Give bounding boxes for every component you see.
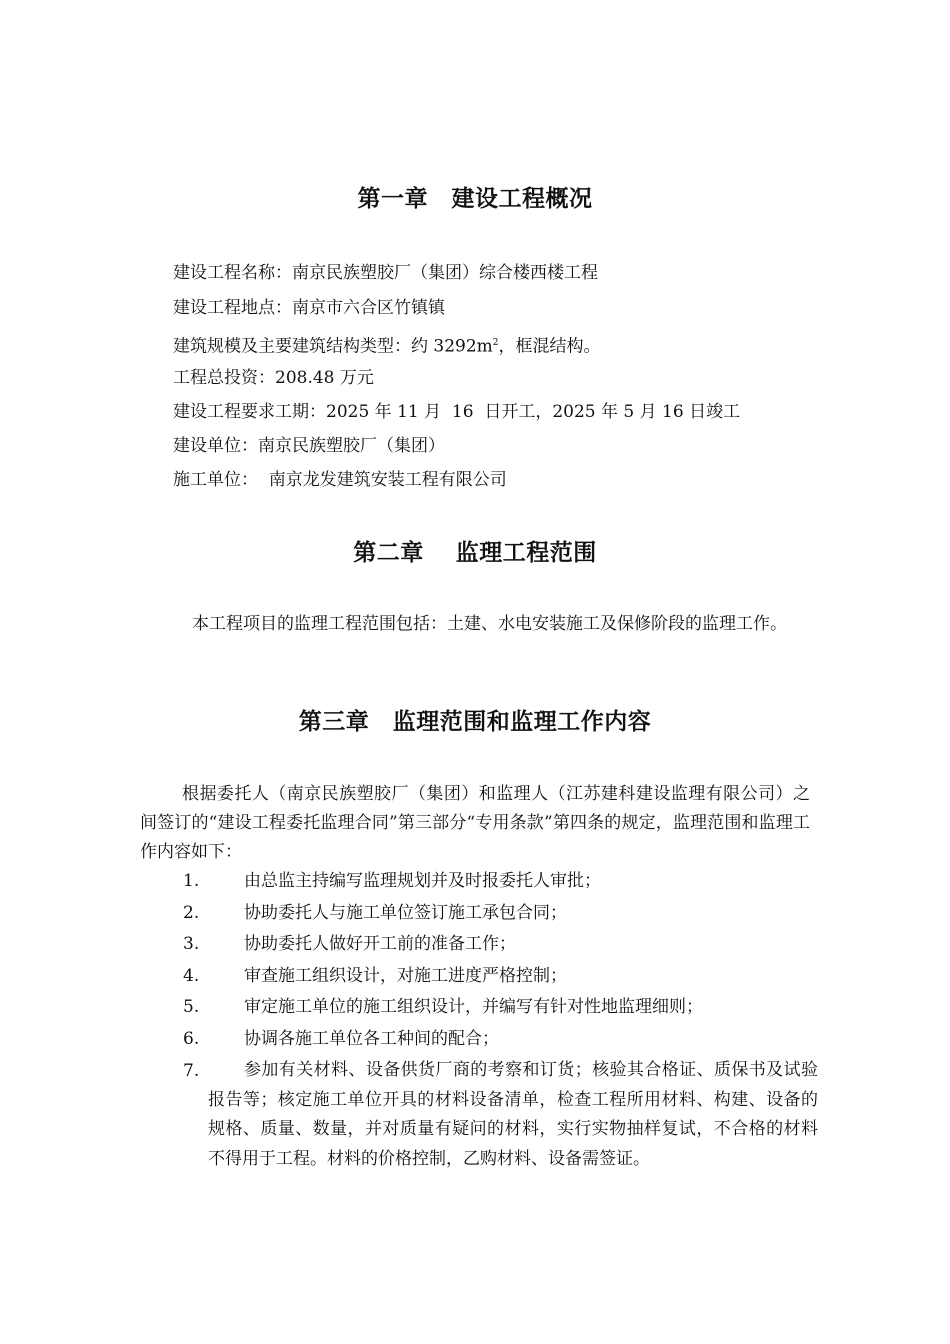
contractor-unit-field: 施工单位： 南京龙发建筑安装工程有限公司: [173, 470, 507, 490]
construction-period-field: 建设工程要求工期：2025 年 11 月 16 日开工，2025 年 5 月 16 日竣工: [173, 402, 741, 422]
list-item: 审定施工单位的施工组织设计，并编写有针对性地监理细则；: [244, 997, 703, 1017]
list-item-number: 6.: [183, 1029, 200, 1049]
list-item: 由总监主持编写监理规划并及时报委托人审批；: [244, 871, 601, 891]
list-item: 协助委托人做好开工前的准备工作；: [244, 934, 516, 954]
list-item-number: 4.: [183, 966, 200, 986]
chapter-2-title: 第二章 监理工程范围: [353, 540, 597, 566]
chapter-1-title: 第一章 建设工程概况: [357, 186, 593, 212]
project-name-field: 建设工程名称：南京民族塑胶厂（集团）综合楼西楼工程: [173, 263, 598, 283]
list-item-number: 2.: [183, 903, 200, 923]
building-scale-field: [173, 332, 601, 358]
list-item: 审查施工组织设计，对施工进度严格控制；: [244, 966, 567, 986]
list-item: 参加有关材料、设备供货厂商的考察和订货；核验其合格证、质保书及试验报告等；核定施工单位开具的材料设备清单，检查工程所用材料、构建、设备的规格、质量、数量，并对质量有疑问的材料，实行实物抽样复试，不合格的材料不得用于工程。材料的价格控制，乙购材料、设备需签证。: [208, 1060, 818, 1169]
area-superscript: 2: [492, 338, 499, 348]
list-item-number: 7.: [183, 1061, 200, 1081]
list-item-number: 5.: [183, 997, 200, 1017]
list-item: 协调各施工单位各工种间的配合；: [244, 1029, 499, 1049]
owner-unit-field: 建设单位：南京民族塑胶厂（集团）: [173, 436, 445, 456]
chapter-3-title: 第三章 监理范围和监理工作内容: [298, 709, 652, 735]
contract-intro-paragraph: 根据委托人（南京民族塑胶厂（集团）和监理人（江苏建科建设监理有限公司）之间签订的“建设工程委托监理合同”第三部分“专用条款”第四条的规定，监理范围和监理工作内容如下：: [140, 784, 810, 862]
list-item-number: 3.: [183, 934, 200, 954]
list-item-number: 1.: [183, 871, 200, 891]
list-item: 协助委托人与施工单位签订施工承包合同；: [244, 903, 567, 923]
total-investment-field: 工程总投资：208.48 万元: [173, 368, 374, 388]
scope-paragraph: 本工程项目的监理工程范围包括：土建、水电安装施工及保修阶段的监理工作。: [192, 614, 787, 634]
building-scale-text: 建筑规模及主要建筑结构类型：约 3292m: [173, 336, 493, 357]
structure-type-text: ，框混结构。: [498, 336, 601, 357]
project-location-field: 建设工程地点：南京市六合区竹镇镇: [173, 298, 445, 318]
